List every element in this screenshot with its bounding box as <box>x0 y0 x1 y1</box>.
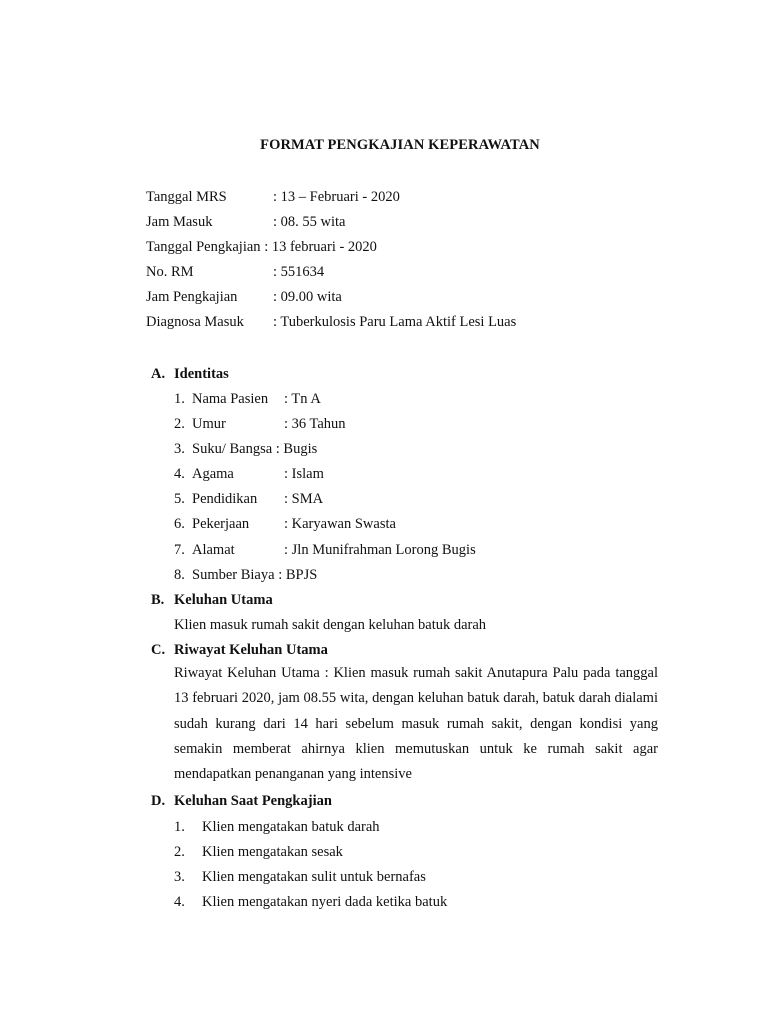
section-b-heading <box>151 591 273 616</box>
info-value: : 13 februari - 2020 <box>264 239 377 256</box>
section-letter: B. <box>151 592 165 608</box>
section-title: Keluhan Saat Pengkajian <box>174 793 332 809</box>
info-row-tanggal-mrs <box>146 188 516 213</box>
info-row-diagnosa-masuk <box>146 313 516 338</box>
list-item: 5. Pendidikan : SMA <box>174 491 324 508</box>
list-item: 1. Klien mengatakan batuk darah <box>174 819 380 835</box>
list-item: 8. Sumber Biaya : BPJS <box>174 566 318 583</box>
info-row-tanggal-pengkajian <box>146 238 516 263</box>
list-item: 3. Suku/ Bangsa : Bugis <box>174 441 318 458</box>
section-d-heading <box>151 792 332 817</box>
section-letter: A. <box>151 366 166 382</box>
section-c-paragraph: Riwayat Keluhan Utama : Klien masuk rumah sakit Anutapura Palu pada tanggal 13 februari 2020, jam 08.55 wita, dengan keluhan batuk darah, batuk darah dialami sudah kurang dari 14 hari sebelum masuk rumah sakit, dengan kondisi yang semakin memberat ahirnya klien memutuskan untuk ke rumah sakit agar mendapatkan penanganan yang intensive <box>174 665 658 783</box>
info-value: : 08. 55 wita <box>273 214 346 231</box>
section-b-text: Klien masuk rumah sakit dengan keluhan batuk darah <box>174 617 487 633</box>
info-row-jam-masuk <box>146 213 516 238</box>
info-label: Tanggal MRS <box>146 189 227 205</box>
list-item: 4. Agama : Islam <box>174 466 324 483</box>
document-title: FORMAT PENGKAJIAN KEPERAWATAN <box>260 137 540 153</box>
info-value: : Tuberkulosis Paru Lama Aktif Lesi Luas <box>273 314 517 331</box>
list-item: 4. Klien mengatakan nyeri dada ketika batuk <box>174 894 448 911</box>
identity-list <box>174 390 476 591</box>
list-item: 6. Pekerjaan : Karyawan Swasta <box>174 516 396 533</box>
list-item: 1. Nama Pasien : Tn A <box>174 391 321 407</box>
info-label: Jam Masuk <box>146 214 213 231</box>
section-title: Identitas <box>174 366 229 382</box>
list-item: 7. Alamat : Jln Munifrahman Lorong Bugis <box>174 541 476 558</box>
section-a-heading <box>151 365 229 390</box>
info-label: No. RM <box>146 264 194 281</box>
complaint-list <box>174 818 447 918</box>
list-item: 3. Klien mengatakan sulit untuk bernafas <box>174 869 426 886</box>
list-item: 2. Klien mengatakan sesak <box>174 844 343 861</box>
section-title: Keluhan Utama <box>174 592 273 608</box>
info-label: Tanggal Pengkajian <box>146 239 261 256</box>
info-value: : 09.00 wita <box>273 289 342 306</box>
info-label: Jam Pengkajian <box>146 289 238 306</box>
info-label: Diagnosa Masuk <box>146 314 244 331</box>
info-row-jam-pengkajian <box>146 288 516 313</box>
section-letter: D. <box>151 793 166 809</box>
info-value: : 13 – Februari - 2020 <box>273 189 400 205</box>
section-title: Riwayat Keluhan Utama <box>174 642 328 658</box>
list-item: 2. Umur : 36 Tahun <box>174 416 346 433</box>
info-value: : 551634 <box>273 264 325 281</box>
admission-info <box>146 188 516 339</box>
info-row-no-rm <box>146 263 516 288</box>
section-letter: C. <box>151 642 166 658</box>
